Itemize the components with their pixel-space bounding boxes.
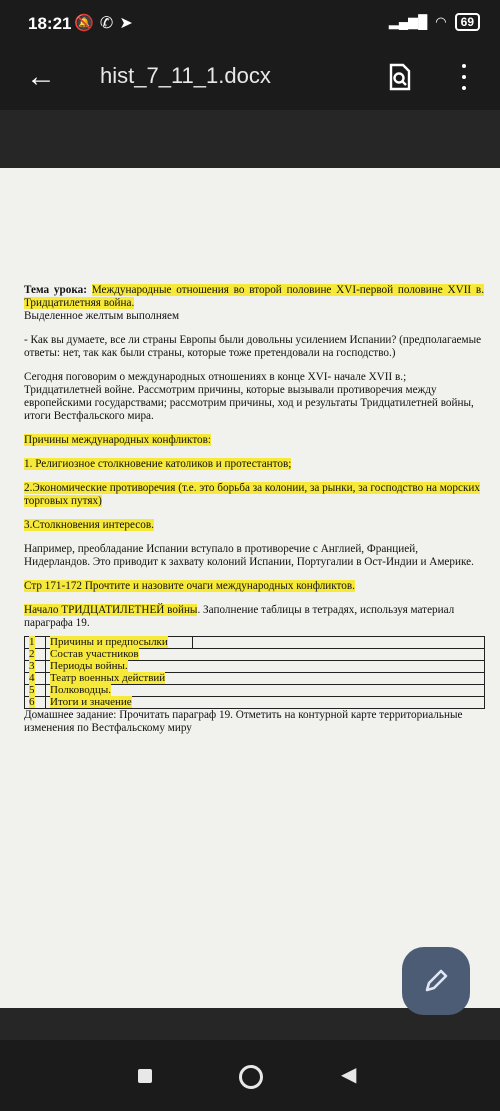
row-number-text: 5	[29, 684, 35, 696]
cause-1-text: 1. Религиозное столкновение католиков и протестантов;	[24, 458, 292, 470]
topic-label: Тема урока:	[24, 284, 87, 296]
row-number-text: 1	[29, 636, 35, 648]
table-row	[25, 673, 485, 685]
mute-bell-icon: 🔕	[74, 15, 94, 32]
row-number-text: 4	[29, 672, 35, 684]
pencil-icon	[422, 967, 450, 995]
recents-button[interactable]	[138, 1069, 152, 1083]
row-number-text: 6	[29, 696, 35, 708]
row-item-text: Театр военных действий	[50, 672, 166, 684]
home-button[interactable]	[239, 1065, 263, 1089]
row-item	[46, 685, 485, 697]
pages-task	[24, 580, 484, 593]
more-options-icon[interactable]	[454, 60, 474, 94]
table-row	[25, 661, 485, 673]
whatsapp-icon: ✆	[99, 15, 114, 32]
war-start-paragraph	[24, 604, 484, 630]
back-arrow-icon[interactable]: ←	[26, 60, 56, 93]
row-number	[25, 637, 46, 649]
row-item	[46, 649, 485, 661]
table-row	[25, 649, 485, 661]
causes-heading-text: Причины международных конфликтов:	[24, 434, 212, 446]
row-number	[25, 661, 46, 673]
table-row	[25, 685, 485, 697]
cause-item-2	[24, 482, 484, 508]
cause-3-text: 3.Столкновения интересов.	[24, 519, 154, 531]
lesson-topic	[24, 284, 484, 310]
nav-back-icon[interactable]: ◀	[341, 1064, 357, 1086]
document-viewer[interactable]	[0, 110, 500, 1040]
system-icons	[389, 13, 480, 31]
table-row	[25, 697, 485, 709]
row-number-text: 3	[29, 660, 35, 672]
row-item-text: Причины и предпосылки	[50, 636, 168, 648]
row-item	[46, 697, 485, 709]
row-item-text: Периоды войны.	[50, 660, 128, 672]
app-bar	[0, 48, 500, 110]
row-item	[46, 661, 485, 673]
status-bar	[0, 0, 500, 48]
topic-text: Международные отношения во второй половине XVI-первой половине XVII в. Тридцатилетняя война.	[24, 284, 485, 309]
cause-2-text: 2.Экономические противоречия (т.е. это борьба за колонии, за рынки, за господство на морских торговых путях)	[24, 482, 480, 507]
discussion-question: - Как вы думаете, все ли страны Европы были довольны усилением Испании? (предполагаемые ответы: нет, так как были страны, которые тоже претендовали на господство.)	[24, 334, 482, 359]
instruction-text: Выделенное желтым выполняем	[24, 310, 180, 322]
system-nav-bar	[0, 1040, 500, 1111]
document-page	[0, 168, 500, 1008]
intro-paragraph: Сегодня поговорим о международных отношениях в конце XVI- начале XVII в.; Тридцатилетней войне. Рассмотрим причины, которые вызывали противоречия между европейскими государствами; рассмотрим причины, ход и результаты Тридцатилетней войны, итоги Вестфальского мира.	[24, 371, 474, 422]
war-start-rest: . Заполнение таблицы в тетрадях, используя материал параграфа 19.	[24, 604, 455, 629]
row-number	[25, 685, 46, 697]
row-answer-cell	[193, 637, 485, 649]
homework-text: Домашнее задание: Прочитать параграф 19. Отметить на контурной карте территориальные изменения по Вестфальскому миру	[24, 709, 463, 734]
example-paragraph: Например, преобладание Испании вступало в противоречие с Англией, Францией, Нидерландов. Это приводит к захвату колоний Испании, Португалии в Ост-Индии и Америке.	[24, 543, 474, 568]
cause-item-3	[24, 519, 484, 532]
signal-icon: ▂▄▆█	[388, 14, 428, 29]
row-item	[46, 637, 193, 649]
causes-heading	[24, 434, 484, 447]
telegram-icon: ➤	[119, 15, 133, 32]
war-table	[24, 636, 485, 709]
row-number	[25, 697, 46, 709]
war-start-highlight: Начало ТРИДЦАТИЛЕТНЕЙ войны	[24, 604, 198, 616]
row-number	[25, 649, 46, 661]
document-title: hist_7_11_1.docx	[100, 63, 271, 88]
row-item	[46, 673, 485, 685]
table-row	[25, 637, 485, 649]
document-content	[24, 284, 484, 746]
edit-button[interactable]	[402, 947, 470, 1015]
row-number-text: 2	[29, 648, 35, 660]
row-item-text: Итоги и значение	[50, 696, 132, 708]
wifi-icon: ◠	[435, 14, 447, 29]
row-item-text: Состав участников	[50, 648, 139, 660]
search-in-document-icon[interactable]	[384, 62, 414, 92]
row-item-text: Полководцы.	[50, 684, 111, 696]
cause-item-1	[24, 458, 484, 471]
pages-task-text: Стр 171-172 Прочтите и назовите очаги международных конфликтов.	[24, 580, 355, 592]
notification-icons	[74, 13, 133, 33]
row-number	[25, 673, 46, 685]
status-time: 18:21	[28, 14, 72, 33]
battery-indicator: 69	[455, 13, 480, 31]
